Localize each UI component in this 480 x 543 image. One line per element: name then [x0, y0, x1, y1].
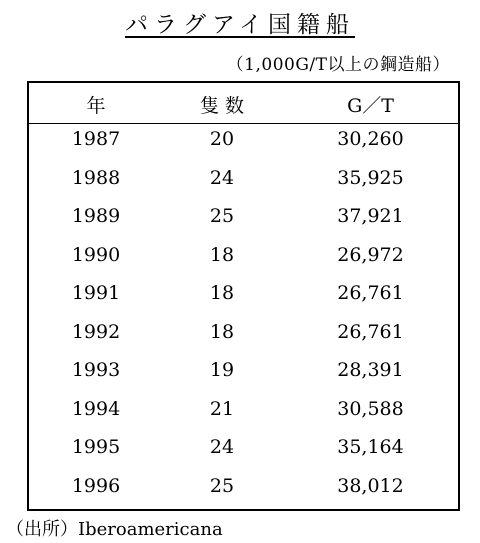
cell-year: 1987: [71, 128, 121, 150]
header-ship-count: 隻 数: [199, 95, 245, 117]
cell-ships: 24: [209, 436, 235, 458]
cell-year: 1994: [71, 397, 121, 420]
cell-gt: 26,761: [337, 320, 404, 343]
cell-ships: 18: [209, 243, 235, 266]
table-row: [29, 205, 458, 243]
cell-gt: 38,012: [337, 474, 404, 497]
header-year: 年: [86, 95, 106, 117]
table-row: [29, 244, 458, 282]
cell-year: 1996: [71, 474, 121, 497]
cell-year: 1992: [71, 320, 121, 343]
table-row: [29, 167, 458, 205]
cell-year: 1989: [71, 205, 121, 227]
cell-ships: 21: [209, 397, 235, 420]
cell-year: 1993: [71, 359, 121, 381]
cell-gt: 30,588: [337, 397, 404, 420]
table-row: [29, 359, 458, 397]
cell-year: 1991: [71, 282, 121, 304]
table-row: [29, 475, 458, 513]
cell-ships: 19: [209, 359, 235, 381]
cell-gt: 35,164: [337, 436, 404, 458]
header-gross-tonnage: G／T: [347, 95, 394, 117]
cell-ships: 18: [209, 320, 235, 343]
document-title: [0, 6, 480, 39]
table-header: [29, 83, 458, 124]
cell-ships: 18: [209, 282, 235, 304]
table-row: [29, 398, 458, 436]
cell-gt: 26,972: [337, 243, 404, 266]
table-row: [29, 436, 458, 474]
cell-gt: 35,925: [337, 166, 404, 189]
document-title-text: パラグアイ国籍船: [125, 12, 355, 38]
table-row: [29, 321, 458, 359]
ship-table: [27, 81, 460, 511]
cell-ships: 25: [209, 474, 235, 497]
cell-gt: 37,921: [337, 205, 404, 227]
table-row: [29, 128, 458, 166]
cell-gt: 28,391: [337, 359, 404, 381]
cell-ships: 25: [209, 205, 235, 227]
cell-year: 1995: [71, 436, 121, 458]
cell-ships: 24: [209, 166, 235, 189]
source-note: （出所）Iberoamericana: [6, 519, 223, 540]
cell-gt: 30,260: [337, 128, 404, 150]
cell-year: 1990: [71, 243, 121, 266]
table-row: [29, 282, 458, 320]
cell-ships: 20: [209, 128, 235, 150]
cell-gt: 26,761: [337, 282, 404, 304]
table-subtitle: （1,000G/T以上の鋼造船）: [226, 55, 450, 75]
cell-year: 1988: [71, 166, 121, 189]
